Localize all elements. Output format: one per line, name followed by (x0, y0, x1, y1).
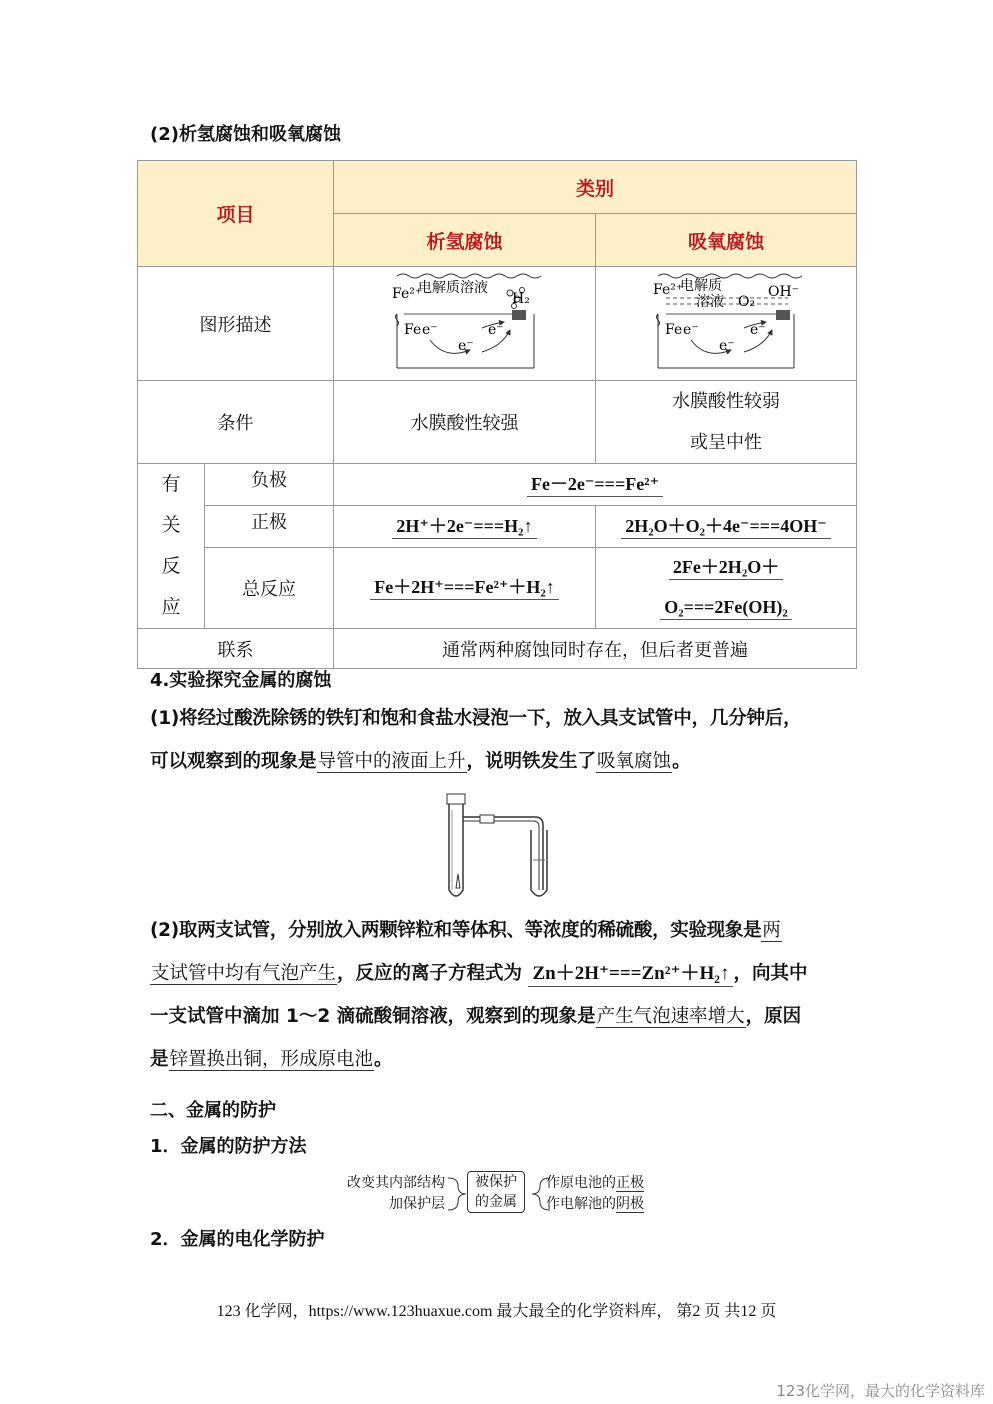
p2-ionic-equation: Zn＋2H⁺===Zn²⁺＋H₂↑ (528, 963, 733, 987)
map-center-2: 的金属 (475, 1194, 517, 1210)
map-left-1: 改变其内部结构 (347, 1175, 445, 1191)
map-left (340, 1173, 445, 1215)
oxygen-corrosion-diagram (596, 268, 857, 380)
p1-answer-1: 导管中的液面上升 (317, 751, 466, 772)
diag-o-e1: e⁻ (683, 321, 699, 338)
condition-oxygen-line1: 水膜酸性较弱 (672, 391, 781, 412)
p1-text-b: ，说明铁发生了 (466, 751, 597, 772)
diag-o-e3: e⁻ (719, 337, 735, 354)
section-heading: (2)析氢腐蚀和吸氧腐蚀 (150, 124, 341, 145)
map-right-1-text: 作原电池的 (546, 1175, 616, 1191)
total-hydrogen-cell (334, 548, 596, 629)
diag-h-electrolyte: 电解质溶液 (418, 279, 489, 296)
map-center-box (467, 1171, 525, 1213)
col-header-oxygen: 吸氧腐蚀 (596, 214, 857, 267)
map-left-2: 加保护层 (389, 1196, 445, 1212)
diag-o-oh: OH⁻ (768, 283, 800, 300)
total-oxygen-cell (596, 548, 857, 629)
reaction-group-label (138, 464, 205, 629)
total-oxygen-equation-line2: O₂===2Fe(OH)₂ (660, 596, 792, 620)
map-right-1 (546, 1173, 644, 1194)
item-header: 项目 (138, 161, 334, 267)
p2-line3 (150, 995, 850, 1038)
p1-text-a: 可以观察到的现象是 (150, 751, 317, 772)
row-label-diagram: 图形描述 (138, 267, 334, 381)
p2-text-a: (2)取两支试管，分别放入两颗锌粒和等体积、等浓度的稀硫酸，实验现象是 (150, 920, 762, 941)
p2-answer-1b: 支试管中均有气泡产生 (151, 963, 337, 984)
category-header: 类别 (334, 161, 857, 214)
p2-answer-1a: 两 (762, 920, 781, 941)
p2-line2 (150, 952, 850, 995)
p2-text-b: ，反应的离子方程式为 (337, 963, 523, 984)
map-center-1: 被保护 (475, 1174, 517, 1190)
positive-hydrogen-equation: 2H⁺＋2e⁻===H₂↑ (392, 515, 536, 539)
diag-h-fe: Fe (404, 321, 422, 338)
col-header-hydrogen: 析氢腐蚀 (334, 214, 596, 267)
row-label-negative: 负极 (205, 464, 334, 506)
condition-oxygen (596, 381, 857, 464)
p2-text-f: 是 (150, 1049, 169, 1070)
section4-title: 4.实验探究金属的腐蚀 (150, 670, 332, 691)
p2-line1 (150, 909, 850, 952)
diagram-hydrogen-cell (334, 267, 596, 381)
group-char-2: 关 (161, 514, 181, 536)
diag-o-o2: O₂ (738, 293, 756, 310)
p2-text-g: 。 (374, 1049, 393, 1070)
page-footer: 123 化学网，https://www.123huaxue.com 最大最全的化学资料库， 第2 页 共12 页 (216, 1303, 777, 1320)
diag-h-e3: e⁻ (458, 337, 474, 354)
group-char-3: 反 (161, 555, 181, 577)
map-right (546, 1173, 644, 1215)
p1-text-c: 。 (672, 751, 691, 772)
hydrogen-corrosion-diagram (334, 268, 596, 380)
map-right-2 (546, 1194, 644, 1215)
row-label-condition: 条件 (138, 381, 334, 464)
protection-section-title: 二、金属的防护 (150, 1100, 276, 1121)
diag-o-e2: e⁻ (750, 321, 766, 338)
relation-text: 通常两种腐蚀同时存在，但后者更普遍 (334, 629, 857, 669)
group-char-4: 应 (161, 596, 181, 618)
p1-answer-2: 吸氧腐蚀 (597, 751, 672, 772)
diag-h-fe2: Fe²⁺ (392, 285, 423, 302)
positive-oxygen-cell (596, 506, 857, 548)
total-hydrogen-equation: Fe＋2H⁺===Fe²⁺＋H₂↑ (370, 576, 559, 600)
p2-text-e: ，原因 (745, 1006, 802, 1027)
p1-line1: (1)将经过酸洗除锈的铁钉和饱和食盐水浸泡一下，放入具支试管中，几分钟后， (150, 708, 802, 729)
test-tube-apparatus-figure (435, 790, 555, 905)
condition-oxygen-line2: 或呈中性 (690, 432, 763, 453)
diag-o-fe: Fe (665, 321, 683, 338)
positive-oxygen-equation: 2H₂O＋O₂＋4e⁻===4OH⁻ (621, 515, 831, 539)
p1-line2 (150, 740, 850, 783)
diag-o-electrolyte-1: 电解质 (680, 277, 723, 294)
p2-answer-3: 锌置换出铜，形成原电池 (169, 1049, 374, 1070)
row-label-positive: 正极 (205, 506, 334, 548)
negative-equation-cell (334, 464, 857, 506)
positive-hydrogen-cell (334, 506, 596, 548)
map-right-1-answer: 正极 (616, 1175, 644, 1191)
comparison-table (137, 160, 857, 669)
watermark: 123化学网，最大的化学资料库 (776, 1382, 985, 1400)
p2-text-d: 一支试管中滴加 1～2 滴硫酸铜溶液，观察到的现象是 (150, 1006, 596, 1027)
section4-paragraph2 (150, 909, 850, 1081)
electrochemical-protection-subtitle: 2．金属的电化学防护 (150, 1229, 325, 1250)
negative-equation: Fe－2e⁻===Fe²⁺ (527, 473, 663, 497)
diag-h-e1: e⁻ (422, 321, 438, 338)
diag-h-e2: e⁻ (488, 321, 504, 338)
p2-answer-2: 产生气泡速率增大 (596, 1006, 745, 1027)
row-label-total: 总反应 (205, 548, 334, 629)
protection-methods-subtitle: 1．金属的防护方法 (150, 1136, 307, 1157)
group-char-1: 有 (161, 473, 181, 495)
p2-text-c: ，向其中 (733, 963, 808, 984)
row-label-relation: 联系 (138, 629, 334, 669)
diag-o-fe2: Fe²⁺ (653, 281, 684, 298)
p2-line4 (150, 1038, 850, 1081)
diagram-oxygen-cell (596, 267, 857, 381)
section4-paragraph1 (150, 697, 850, 783)
diag-h-h2: H₂ (512, 290, 530, 307)
total-oxygen-equation-line1: 2Fe＋2H₂O＋ (669, 556, 783, 580)
condition-hydrogen: 水膜酸性较强 (334, 381, 596, 464)
diag-o-electrolyte-2: 溶液 (696, 293, 725, 310)
map-right-2-answer: 阴极 (616, 1196, 644, 1212)
map-right-2-text: 作电解池的 (546, 1196, 616, 1212)
